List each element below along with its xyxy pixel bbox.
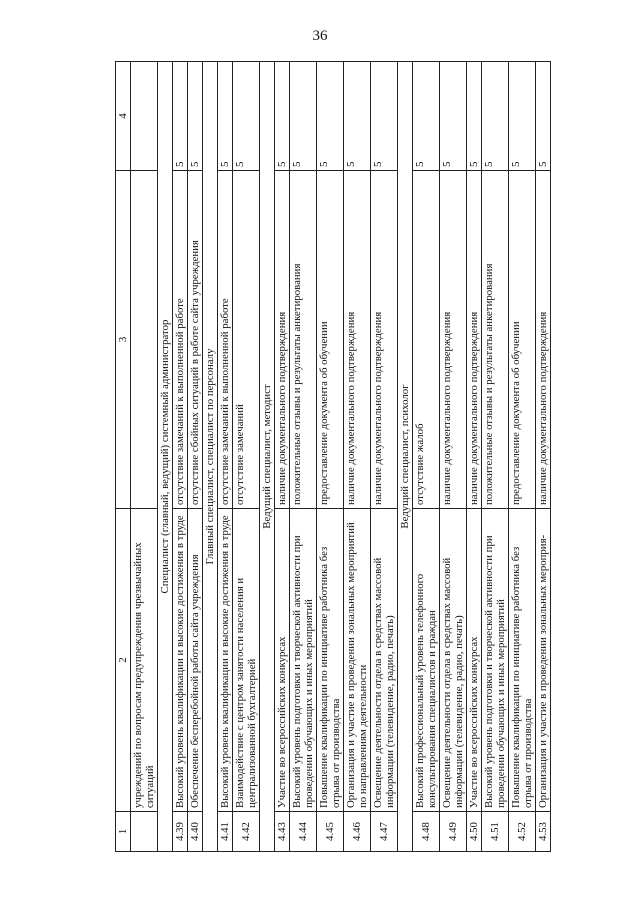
header-col-1: 1 [116, 812, 131, 852]
row-title: Участие во всероссийских конкурсах [467, 509, 482, 812]
section-header-row [398, 62, 413, 852]
row-score: 5 [536, 62, 551, 171]
row-score: 5 [371, 62, 398, 171]
row-title: Взаимодействие с центром занятости населения и централизованной бухгалтерией [233, 509, 260, 812]
section-title: Главный специалист, специалист по персоналу [203, 62, 218, 852]
criteria-table [115, 61, 551, 852]
row-criterion: положительные отзывы и результаты анкетирования [290, 171, 317, 509]
row-criterion: отсутствие жалоб [413, 171, 440, 509]
table-row [413, 62, 440, 852]
row-title: Обеспечение бесперебойной работы сайта учреждения [188, 509, 203, 812]
row-title: учреждений по вопросам предупреждения чрезвычайных ситуаций [131, 509, 158, 812]
row-number: 4.53 [536, 812, 551, 852]
table-row [371, 62, 398, 852]
section-title: Ведущий специалист, психолог [398, 62, 413, 852]
table-row [482, 62, 509, 852]
row-criterion: наличие документального подтверждения [275, 171, 290, 509]
row-criterion: наличие документального подтверждения [371, 171, 398, 509]
row-title: Высокий профессиональный уровень телефонного консультирования специалистов и граждан [413, 509, 440, 812]
row-title: Освещение деятельности отдела в средствах массовой информации (телевидение, радио, печать) [371, 509, 398, 812]
row-number: 4.44 [290, 812, 317, 852]
row-number: 4.41 [218, 812, 233, 852]
row-title: Организация и участие в проведении зональных мероприя- [536, 509, 551, 812]
row-title: Участие во всероссийских конкурсах [275, 509, 290, 812]
table-row [218, 62, 233, 852]
row-score: 5 [290, 62, 317, 171]
header-col-4: 4 [116, 62, 131, 171]
row-title: Высокий уровень квалификации и высокие достижения в труде [218, 509, 233, 812]
section-header-row [260, 62, 275, 852]
table-row [233, 62, 260, 852]
row-number: 4.52 [509, 812, 536, 852]
row-number: 4.40 [188, 812, 203, 852]
header-col-3: 3 [116, 171, 131, 509]
row-criterion: отсутствие сбойных ситуаций в работе сайта учреждения [188, 171, 203, 509]
table-body [116, 62, 551, 852]
row-number: 4.43 [275, 812, 290, 852]
row-score: 5 [440, 62, 467, 171]
row-score: 5 [233, 62, 260, 171]
row-criterion: положительные отзывы и результаты анкетирования [482, 171, 509, 509]
row-criterion: предоставление документа об обучении [509, 171, 536, 509]
row-title: Высокий уровень подготовки и творческой активности при проведении обучающих и иных мероприятий [482, 509, 509, 812]
row-score: 5 [275, 62, 290, 171]
row-number: 4.39 [173, 812, 188, 852]
header-col-2: 2 [116, 509, 131, 812]
row-criterion: наличие документального подтверждения [536, 171, 551, 509]
table-row [467, 62, 482, 852]
row-score: 5 [467, 62, 482, 171]
row-number: 4.47 [371, 812, 398, 852]
row-criterion: отсутствие замечаний к выполненной работе [173, 171, 188, 509]
row-criterion: наличие документального подтверждения [467, 171, 482, 509]
row-score: 5 [173, 62, 188, 171]
row-criterion [131, 171, 158, 509]
row-title: Освещение деятельности отдела в средствах массовой информации (телевидение, радио, печать) [440, 509, 467, 812]
row-number: 4.50 [467, 812, 482, 852]
table-row [131, 62, 158, 852]
header-row [116, 62, 131, 852]
row-number: 4.46 [344, 812, 371, 852]
row-title: Высокий уровень подготовки и творческой активности при проведении обучающих и иных мероприятий [290, 509, 317, 812]
table-row [275, 62, 290, 852]
row-criterion: отсутствие замечаний [233, 171, 260, 509]
row-score: 5 [218, 62, 233, 171]
row-number: 4.48 [413, 812, 440, 852]
table-row [188, 62, 203, 852]
row-criterion: наличие документального подтверждения [440, 171, 467, 509]
page-number: 36 [312, 28, 328, 44]
row-criterion: наличие документального подтверждения [344, 171, 371, 509]
row-number: 4.42 [233, 812, 260, 852]
row-number: 4.49 [440, 812, 467, 852]
row-title: Организация и участие в проведении зональных мероприятий по направлениям деятельности [344, 509, 371, 812]
row-criterion: предоставление документа об обучении [317, 171, 344, 509]
row-title: Повышение квалификации по инициативе работника без отрыва от производства [509, 509, 536, 812]
row-title: Высокий уровень квалификации и высокие достижения в труде [173, 509, 188, 812]
row-score: 5 [344, 62, 371, 171]
rotated-table-container [115, 62, 605, 852]
table-row [440, 62, 467, 852]
row-score: 5 [509, 62, 536, 171]
row-number [131, 812, 158, 852]
row-title: Повышение квалификации по инициативе работника без отрыва от производства [317, 509, 344, 812]
table-row [290, 62, 317, 852]
table-row [317, 62, 344, 852]
section-title: Ведущий специалист, методист [260, 62, 275, 852]
row-score [131, 62, 158, 171]
row-criterion: отсутствие замечаний к выполненной работе [218, 171, 233, 509]
row-number: 4.45 [317, 812, 344, 852]
row-score: 5 [413, 62, 440, 171]
table-row [536, 62, 551, 852]
row-score: 5 [482, 62, 509, 171]
section-header-row [158, 62, 173, 852]
table-row [173, 62, 188, 852]
row-score: 5 [188, 62, 203, 171]
section-header-row [203, 62, 218, 852]
section-title: Специалист (главный, ведущий) системный администратор [158, 62, 173, 852]
row-score: 5 [317, 62, 344, 171]
table-row [344, 62, 371, 852]
row-number: 4.51 [482, 812, 509, 852]
table-row [509, 62, 536, 852]
